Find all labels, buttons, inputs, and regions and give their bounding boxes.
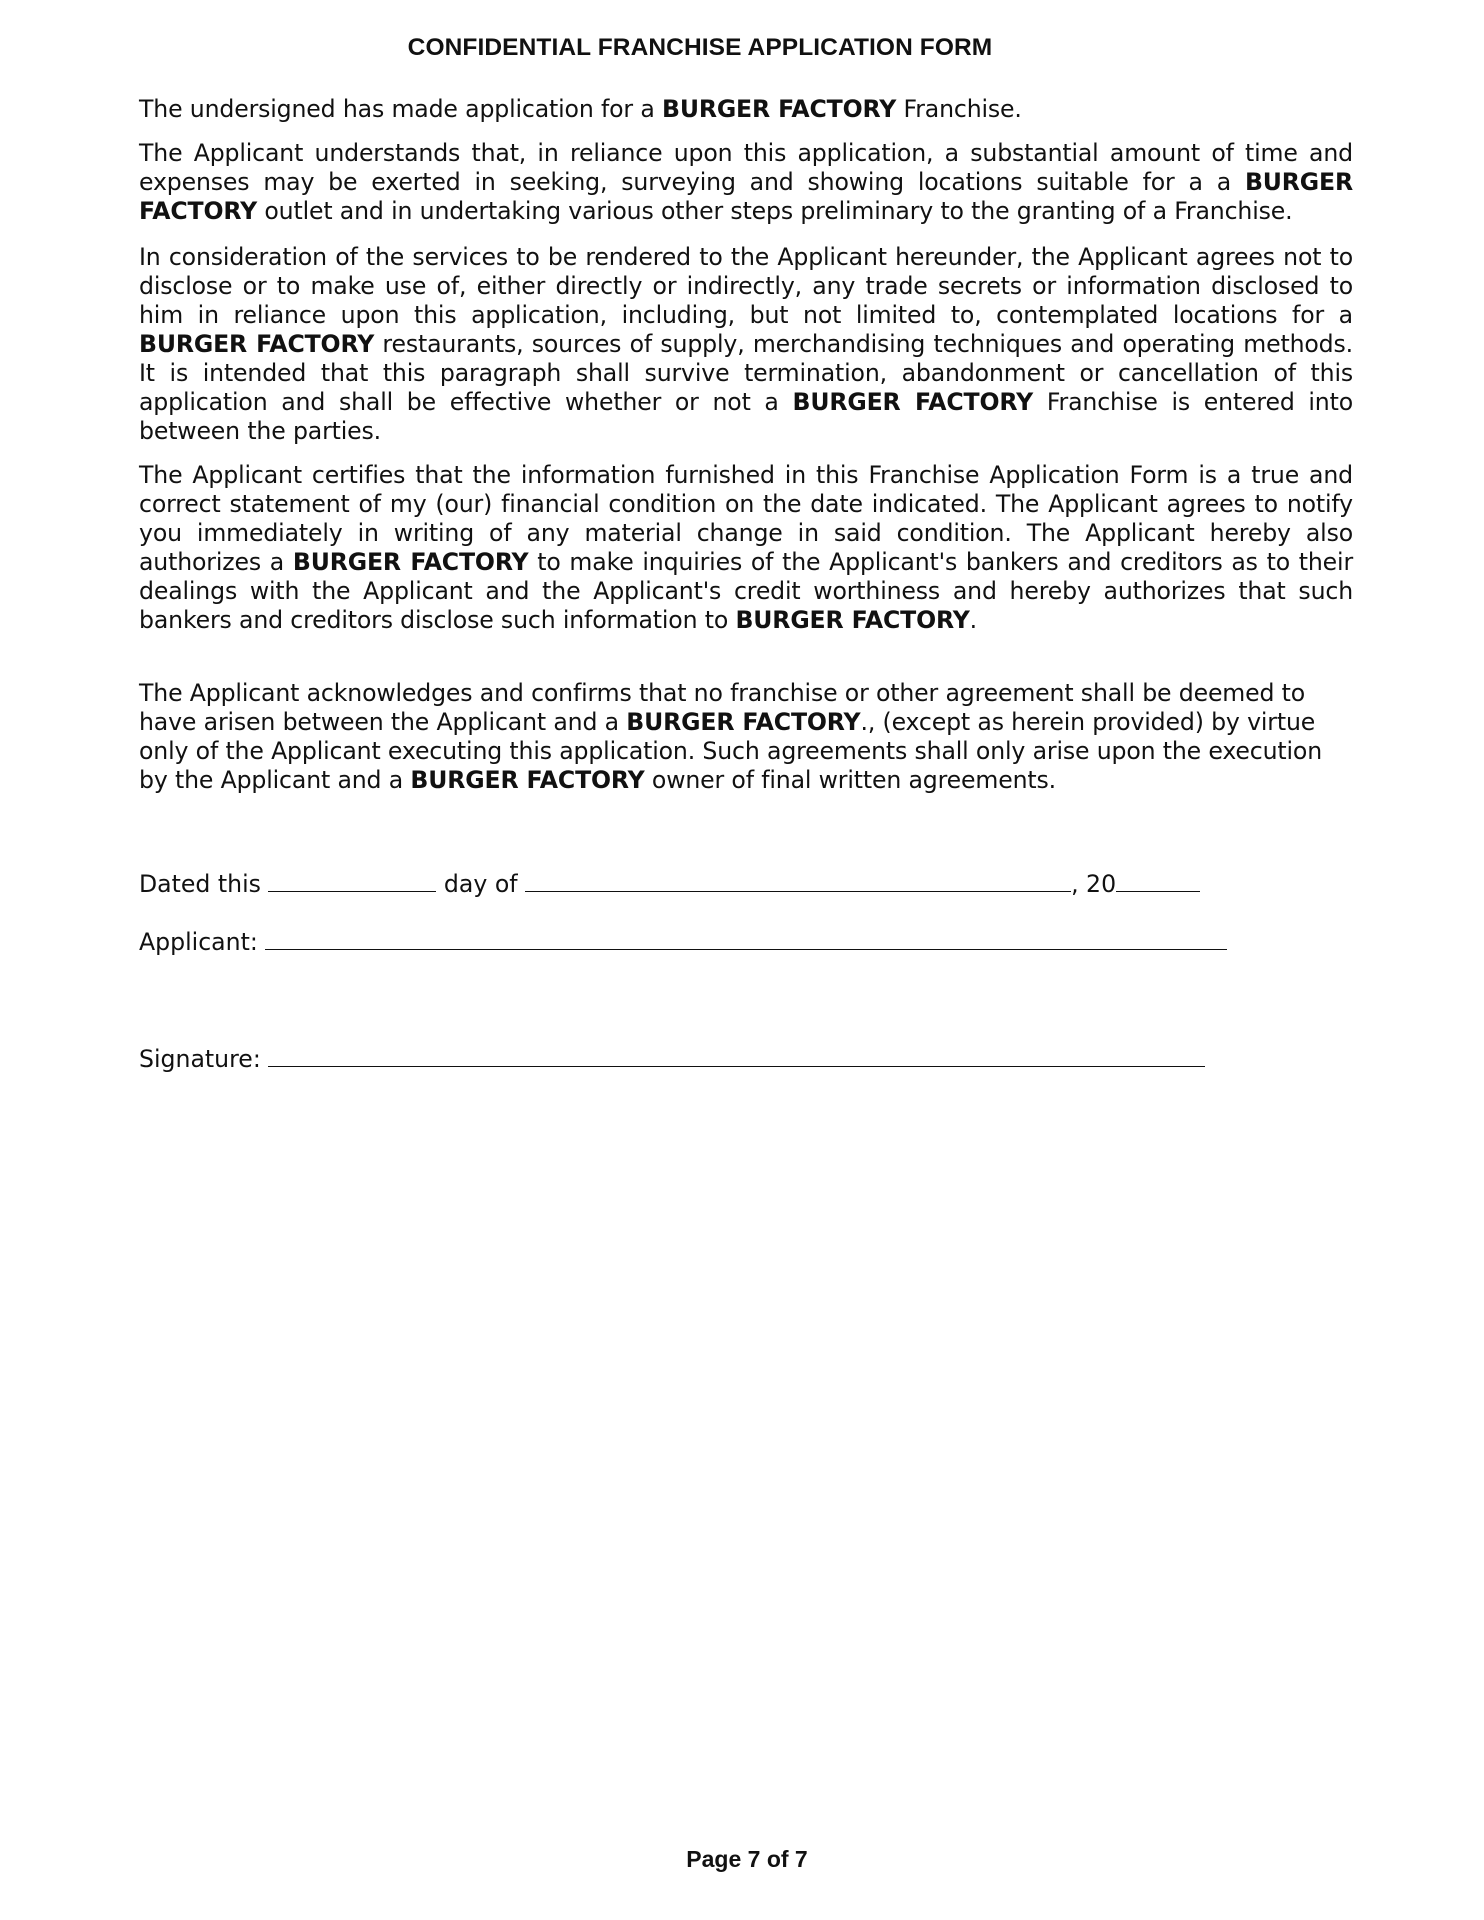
text: In consideration of the services to be rendered to the Applicant hereunder, the Applicant agrees not to disclose or to make use of, either directly or indirectly, any trade secrets or information disclosed to him in reliance upon this application, including, but not limited to, contemplated locations for a (139, 243, 1353, 329)
text: restaurants, sources of supply, merchandising techniques and operating methods. It is intended that this paragraph shall survive termination, abandonment or cancellation of this application and shall be effective whether or not a (139, 330, 1353, 416)
month-blank[interactable] (525, 869, 1071, 892)
text: Franchise is entered into between the parties. (139, 388, 1353, 445)
day-of-label: day of (443, 870, 518, 898)
brand-name: BURGER FACTORY (139, 330, 375, 358)
paragraph-confidentiality (139, 243, 1353, 446)
page-number: Page 7 of 7 (686, 1846, 808, 1872)
signature-label: Signature: (139, 1045, 261, 1073)
signature-line (139, 1044, 1205, 1074)
dated-label: Dated this (139, 870, 261, 898)
year-prefix: , 20 (1071, 870, 1117, 898)
year-blank[interactable] (1116, 869, 1200, 892)
paragraph-reliance (139, 139, 1353, 226)
brand-name: BURGER FACTORY (626, 708, 861, 736)
brand-name: BURGER FACTORY (139, 168, 1353, 225)
applicant-label: Applicant: (139, 928, 258, 956)
text: The Applicant understands that, in reliance upon this application, a substantial amount of time and expenses may be exerted in seeking, surveying and showing locations suitable for a a (139, 139, 1353, 196)
paragraph-application-intro (139, 95, 1353, 124)
text: . (969, 606, 977, 634)
text: ., (except as herein provided) by virtue only of the Applicant executing this application. Such agreements shall only arise upon the execution by the Applicant and a (139, 708, 1323, 794)
brand-name: BURGER FACTORY (661, 95, 897, 123)
text: The undersigned has made application for a (139, 95, 662, 123)
paragraph-certification (139, 461, 1353, 635)
brand-name: BURGER FACTORY (792, 388, 1034, 416)
text: to make inquiries of the Applicant's bankers and creditors as to their dealings with the Applicant and the Applicant's credit worthiness and hereby authorizes that such bankers and creditors disclose such information to (139, 548, 1354, 634)
paragraph-acknowledgement (139, 679, 1353, 795)
text: owner of final written agreements. (644, 766, 1056, 794)
page-title: CONFIDENTIAL FRANCHISE APPLICATION FORM (407, 34, 993, 61)
text: Franchise. (896, 95, 1022, 123)
text: outlet and in undertaking various other steps preliminary to the granting of a Franchise. (257, 197, 1293, 225)
text: The Applicant acknowledges and confirms that no franchise or other agreement shall be deemed to have arisen between the Applicant and a (139, 679, 1306, 736)
applicant-line (139, 927, 1227, 957)
brand-name: BURGER FACTORY (735, 606, 970, 634)
day-blank[interactable] (268, 869, 436, 892)
brand-name: BURGER FACTORY (410, 766, 645, 794)
brand-name: BURGER FACTORY (292, 548, 529, 576)
applicant-blank[interactable] (265, 927, 1227, 950)
dated-line (139, 869, 1200, 899)
text: The Applicant certifies that the information furnished in this Franchise Application Form is a true and correct statement of my (our) financial condition on the date indicated. The Applicant agrees to notify you immediately in writing of any material change in said condition. The Applicant hereby also authorizes a (139, 461, 1353, 576)
signature-blank[interactable] (268, 1044, 1205, 1067)
